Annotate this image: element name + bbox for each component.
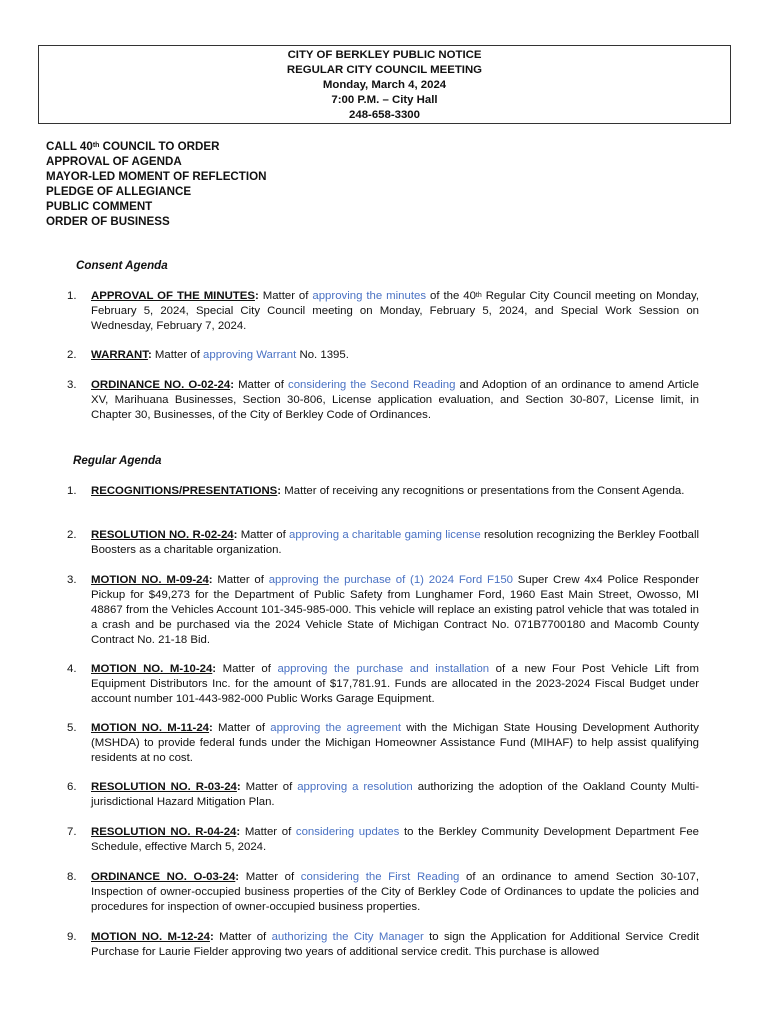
order-of-business: ORDER OF BUSINESS — [46, 215, 170, 228]
call-to-order: CALL 40th COUNCIL TO ORDER — [46, 140, 220, 153]
list-item: 6. RESOLUTION NO. R-03-24: Matter of approving a resolution authorizing the adoption of the Oakland County Multi-jurisdictional Hazard Mitigation Plan. — [67, 781, 699, 808]
list-item: 2. RESOLUTION NO. R-02-24: Matter of approving a charitable gaming license resolution recognizing the Berkley Football Boosters as a charitable organization. — [67, 529, 700, 556]
agenda-item-link[interactable]: considering the Second Reading — [288, 379, 456, 391]
agenda-item-link[interactable]: approving a resolution — [297, 781, 413, 793]
agenda-item-link[interactable]: authorizing the City Manager — [271, 931, 424, 943]
agenda-item-link[interactable]: considering the First Reading — [300, 871, 460, 883]
list-item: 3. MOTION NO. M-09-24: Matter of approving the purchase of (1) 2024 Ford F150 Super Crew 4x4 Police Responder Pickup for $49,273 for the Department of Public Safety from Lunghamer Ford, 1960 East Main Street, Owosso, MI 48867 from the Vehicles Account 101-345-985-000. This vehicle will replace an existing patrol vehicle that was totaled in a crash and be purchased via the 2024 Vehicle State of Michigan Contract No. 071B7700180 and Macomb County Contract No. 21-18 Bid. — [67, 574, 699, 646]
list-item: 1. APPROVAL OF THE MINUTES: Matter of approving the minutes of the 40th Regular City Council meeting on Monday, February 5, 2024, Special City Council meeting on Monday, February 5, 2024, and Special Work Session on Wednesday, February 7, 2024. — [67, 290, 699, 332]
list-item: 4. MOTION NO. M-10-24: Matter of approving the purchase and installation of a new Four Post Vehicle Lift from Equipment Distributors Inc. for the amount of $17,781.91. Funds are allocated in the 2023-2024 Fiscal Budget under account number 101-443-982-000 Public Works Garage Equipment. — [67, 663, 699, 705]
agenda-item-link[interactable]: approving the purchase of (1) 2024 Ford F150 — [268, 574, 514, 586]
agenda-item-link[interactable]: approving the agreement — [270, 722, 401, 734]
list-item: 7. RESOLUTION NO. R-04-24: Matter of considering updates to the Berkley Community Development Department Fee Schedule, effective March 5, 2024. — [67, 826, 699, 853]
moment-of-reflection: MAYOR-LED MOMENT OF REFLECTION — [46, 170, 267, 183]
list-item: 2. WARRANT: Matter of approving Warrant No. 1395. — [67, 349, 349, 361]
notice-title: CITY OF BERKLEY PUBLIC NOTICE — [287, 49, 482, 61]
meeting-time-location: 7:00 P.M. – City Hall — [331, 94, 438, 106]
list-item: 9. MOTION NO. M-12-24: Matter of authorizing the City Manager to sign the Application for Additional Service Credit Purchase for Laurie Fielder approving two years of additional service credit. This purchase is allowed — [67, 931, 699, 958]
approval-of-agenda: APPROVAL OF AGENDA — [46, 155, 182, 168]
pledge-of-allegiance: PLEDGE OF ALLEGIANCE — [46, 185, 192, 198]
list-item: 1. RECOGNITIONS/PRESENTATIONS: Matter of receiving any recognitions or presentations from the Consent Agenda. — [67, 485, 685, 497]
public-comment: PUBLIC COMMENT — [46, 200, 153, 213]
agenda-item-link[interactable]: approving the minutes — [312, 290, 427, 302]
list-item: 5. MOTION NO. M-11-24: Matter of approving the agreement with the Michigan State Housing Development Authority (MSHDA) to provide federal funds under the Michigan Homeowner Assistance Fund (MIHAF) to help assist qualifying residents at no cost. — [67, 722, 699, 764]
phone-number: 248-658-3300 — [349, 109, 420, 121]
regular-agenda-title: Regular Agenda — [73, 454, 162, 467]
agenda-item-link[interactable]: approving Warrant — [203, 349, 297, 361]
consent-agenda-title: Consent Agenda — [76, 259, 168, 272]
meeting-type: REGULAR CITY COUNCIL MEETING — [286, 64, 483, 76]
list-item: 8. ORDINANCE NO. O-03-24: Matter of considering the First Reading of an ordinance to amend Section 30-107, Inspection of owner-occupied business properties of the City of Berkley Code of Ordinances to update the policies and procedures for inspection of owner-occupied business properties. — [67, 871, 699, 913]
order-of-proceedings — [46, 139, 267, 229]
agenda-item-link[interactable]: approving a charitable gaming license — [289, 529, 481, 541]
agenda-item-link[interactable]: considering updates — [295, 826, 400, 838]
agenda-item-link[interactable]: approving the purchase and installation — [277, 663, 490, 675]
meeting-date: Monday, March 4, 2024 — [322, 79, 447, 91]
list-item: 3. ORDINANCE NO. O-02-24: Matter of considering the Second Reading and Adoption of an ordinance to amend Article XV, Marihuana Businesses, Section 30-806, License application evaluation, and Section 30-807, License limit, in Chapter 30, Businesses, of the City of Berkley Code of Ordinances. — [67, 379, 699, 421]
notice-header — [38, 45, 731, 124]
